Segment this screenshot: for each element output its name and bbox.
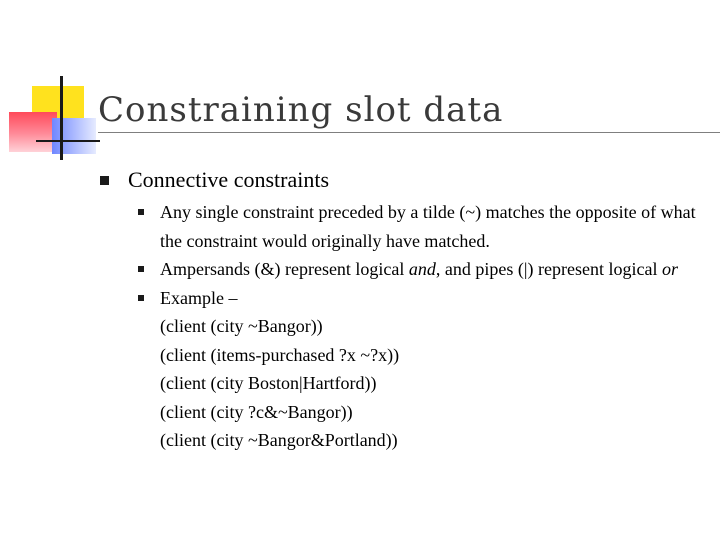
- square-bullet-icon: [100, 176, 109, 185]
- example-line: (client (items-purchased ?x ~?x)): [160, 344, 400, 365]
- sub-bullet-emphasis-and: and: [408, 259, 436, 279]
- sub-bullet-text-part1: Ampersands (&) represent logical: [160, 259, 409, 279]
- sub-bullet-text: Any single constraint preceded by a tilde (~) matches the opposite of what the constraint would originally have matched.: [160, 202, 696, 251]
- sub-bullet-text-part2: , and pipes (|) represent logical: [435, 259, 662, 279]
- square-bullet-icon: [138, 295, 144, 301]
- example-line: (client (city ?c&~Bangor)): [160, 401, 353, 422]
- example-code-lines: [138, 312, 713, 455]
- blue-square-decoration: [52, 118, 96, 154]
- sub-bullet-example: [138, 284, 713, 313]
- square-bullet-icon: [138, 266, 144, 272]
- sub-bullet-text: Example –: [160, 287, 238, 308]
- vertical-line-decoration: [60, 76, 63, 160]
- sub-bullet-ampersand: [138, 255, 713, 284]
- example-line: (client (city Boston|Hartford)): [160, 373, 377, 393]
- horizontal-line-decoration: [36, 140, 100, 142]
- red-square-decoration: [9, 112, 57, 152]
- example-line: (client (city ~Bangor&Portland)): [160, 430, 398, 450]
- slide-title: Constraining slot data: [98, 90, 504, 130]
- square-bullet-icon: [138, 209, 144, 215]
- sub-bullet-list: [138, 198, 713, 455]
- example-line: (client (city ~Bangor)): [160, 316, 323, 336]
- sub-bullet-emphasis-or: or: [661, 259, 678, 279]
- bullet-level1-text: Connective constraints: [128, 167, 330, 192]
- sub-bullet-tilde: [138, 198, 713, 255]
